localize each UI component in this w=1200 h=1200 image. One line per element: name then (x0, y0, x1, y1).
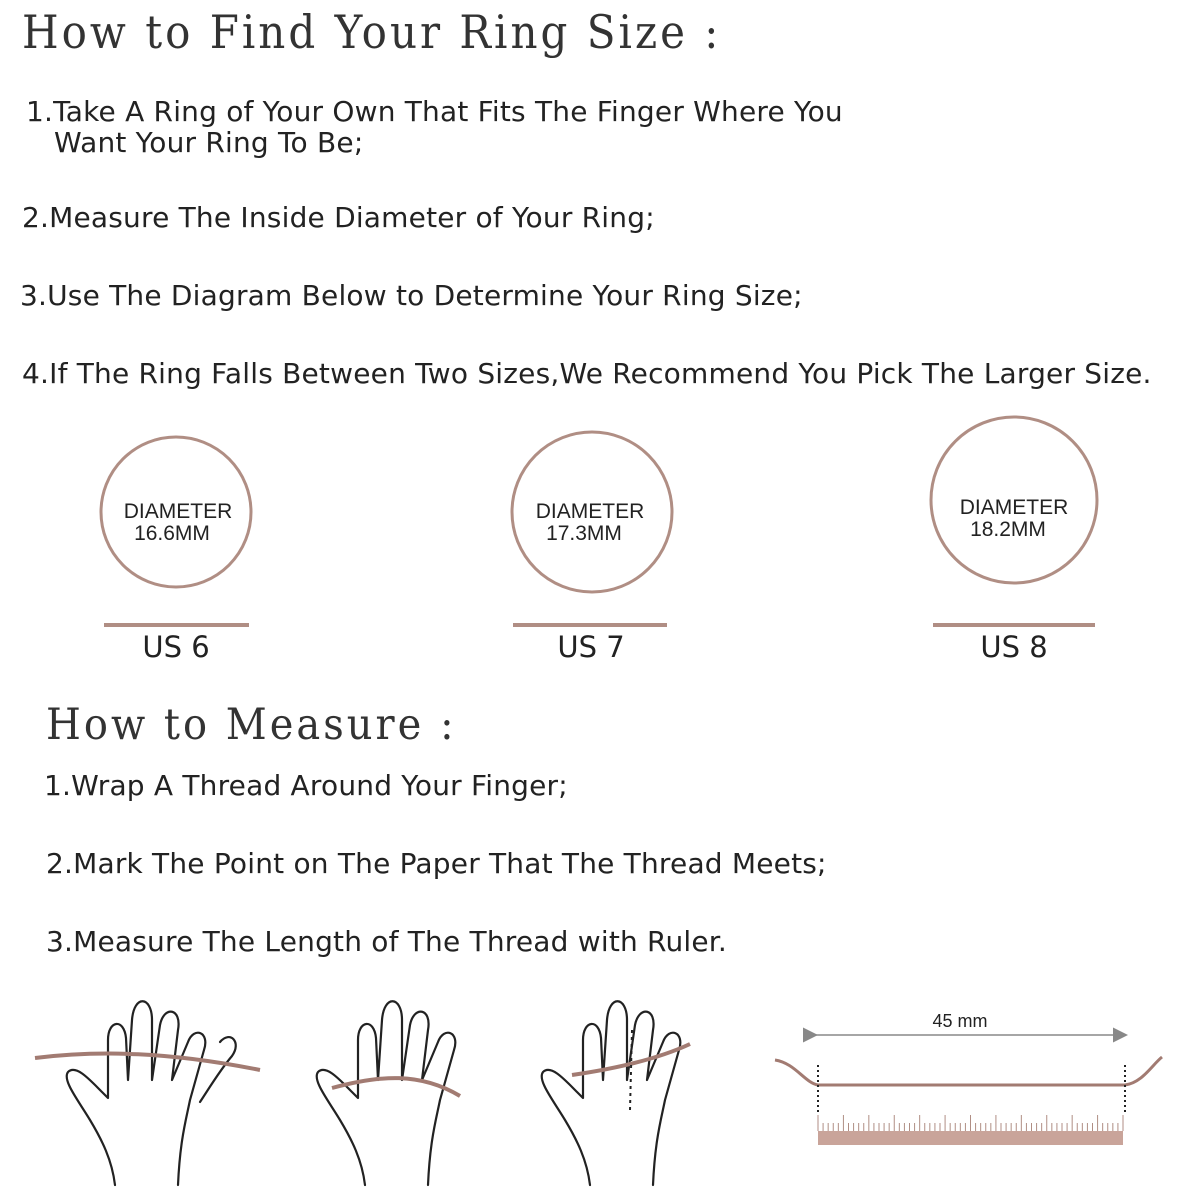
find-step-2: 2.Measure The Inside Diameter of Your Ring; (22, 201, 655, 234)
find-step-1 (26, 96, 843, 158)
measure-step-2: 2.Mark The Point on The Paper That The Thread Meets; (46, 847, 827, 880)
thread-line (775, 1057, 1162, 1085)
diameter-value: 16.6MM (134, 522, 210, 545)
diameter-label: DIAMETER (123, 500, 233, 523)
page-title: How to Find Your Ring Size : (22, 6, 722, 59)
hands-illustration (20, 980, 760, 1190)
diameter-label: DIAMETER (535, 500, 645, 523)
hand-icon-1 (67, 1001, 236, 1185)
find-step-1-line-2: Want Your Ring To Be; (54, 126, 364, 159)
ruler-ticks (818, 1115, 1123, 1131)
find-step-4: 4.If The Ring Falls Between Two Sizes,We Recommend You Pick The Larger Size. (22, 357, 1152, 390)
hand-icon-3 (542, 1001, 681, 1185)
hand-icon-2 (317, 1001, 456, 1185)
size-label-us7: US 7 (557, 630, 625, 664)
measure-step-3: 3.Measure The Length of The Thread with Ruler. (46, 925, 728, 958)
ruler-body (818, 1131, 1123, 1145)
ring-us8-diagram (920, 412, 1110, 632)
size-label-us6: US 6 (142, 630, 210, 664)
ruler-illustration (770, 1005, 1170, 1155)
size-label-us8: US 8 (980, 630, 1048, 664)
ring-us7-diagram (500, 430, 680, 630)
ruler-length-label: 45 mm (932, 1011, 988, 1031)
diameter-label: DIAMETER (959, 496, 1069, 519)
measure-step-1: 1.Wrap A Thread Around Your Finger; (44, 769, 568, 802)
diameter-value: 17.3MM (546, 522, 622, 545)
measure-title: How to Measure : (46, 700, 457, 750)
diameter-value: 18.2MM (970, 518, 1046, 541)
find-step-1-line-1: 1.Take A Ring of Your Own That Fits The Finger Where You (26, 95, 843, 128)
ring-us6-diagram (90, 430, 270, 630)
find-step-3: 3.Use The Diagram Below to Determine Your Ring Size; (20, 279, 803, 312)
